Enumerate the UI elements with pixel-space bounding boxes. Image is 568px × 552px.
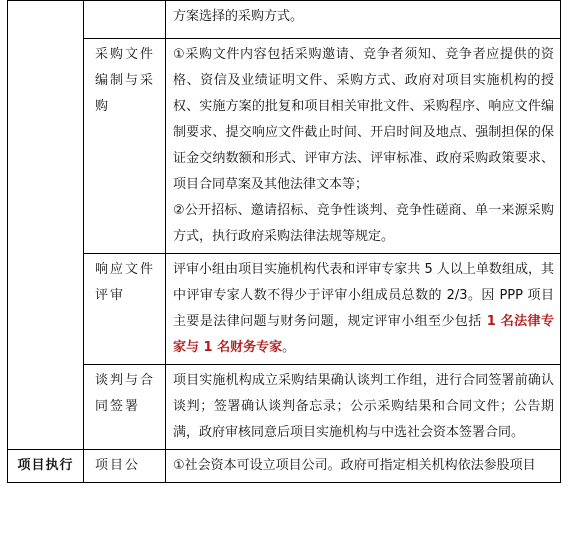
- description-paragraph: ②公开招标、邀请招标、竞争性谈判、竞争性磋商、单一来源采购方式，执行政府采购法律法规等规定。: [173, 203, 554, 244]
- step-cell: [84, 1, 166, 39]
- description-paragraph: 项目实施机构成立采购结果确认谈判工作组，进行合同签署前确认谈判；签署确认谈判备忘录；公示采购结果和合同文件；公告期满，政府审核同意后项目实施机构与中选社会资本签署合同。: [173, 373, 554, 440]
- stage-cell: [8, 1, 84, 450]
- description-cell: [166, 39, 561, 254]
- stage-cell: [8, 450, 84, 483]
- description-paragraph: 方案选择的采购方式。: [173, 9, 304, 24]
- description-cell: [166, 1, 561, 39]
- description-text: 。: [282, 340, 296, 355]
- procurement-process-table: [7, 0, 561, 483]
- table-row: [8, 39, 561, 254]
- stage-label: 项目执行: [17, 458, 74, 473]
- step-cell: [84, 39, 166, 254]
- step-label: 谈判与合同签署: [95, 373, 156, 414]
- table-row: [8, 1, 561, 39]
- description-cell: [166, 365, 561, 450]
- step-cell: [84, 254, 166, 365]
- step-cell: [84, 365, 166, 450]
- table-row: [8, 365, 561, 450]
- description-paragraph: ①社会资本可设立项目公司。政府可指定相关机构依法参股项目: [173, 458, 536, 473]
- step-label: 响应文件评审: [95, 262, 156, 303]
- step-label: 采购文件编制与采购: [95, 47, 156, 114]
- table-row: [8, 450, 561, 483]
- step-cell: [84, 450, 166, 483]
- description-text: 评审小组由项目实施机构代表和评审专家共 5 人以上单数组成，其中评审专家人数不得少于评审小组成员总数的 2/3。因 PPP 项目主要是法律问题与财务问题，规定评审小组至少包括: [173, 262, 554, 329]
- step-label: 项目公: [95, 458, 141, 473]
- description-cell: [166, 450, 561, 483]
- highlighted-requirement: 1 名法律专家与 1 名财务专家: [173, 314, 554, 355]
- description-cell: [166, 254, 561, 365]
- table-row: [8, 254, 561, 365]
- description-paragraph: ①采购文件内容包括采购邀请、竞争者须知、竞争者应提供的资格、资信及业绩证明文件、采购方式、政府对项目实施机构的授权、实施方案的批复和项目相关审批文件、采购程序、响应文件编制要求、提交响应文件截止时间、开启时间及地点、强制担保的保证金交纳数额和形式、评审方法、评审标准、政府采购政策要求、项目合同草案及其他法律文本等；: [173, 47, 554, 192]
